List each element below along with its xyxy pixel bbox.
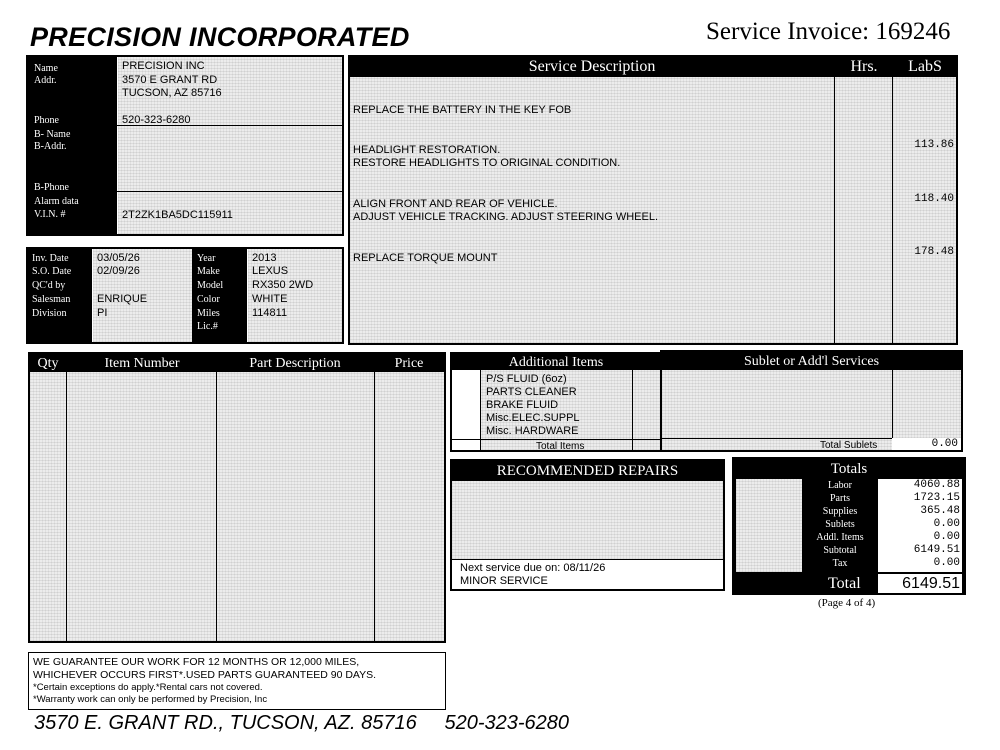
make-label: Make xyxy=(197,266,220,277)
lic-label: Lic.# xyxy=(197,321,218,332)
addr-label: Addr. xyxy=(34,75,57,86)
subtotal-value: 6149.51 xyxy=(913,544,960,556)
guarantee-line-2: WHICHEVER OCCURS FIRST*.USED PARTS GUARANTEED 90 DAYS. xyxy=(33,669,377,681)
service-amount-2: 113.86 xyxy=(914,139,954,151)
service-block xyxy=(348,55,958,345)
year-value: 2013 xyxy=(252,252,277,264)
recommended-repairs-block xyxy=(450,459,725,591)
part-description-header: Part Description xyxy=(249,356,341,371)
additional-item-3: BRAKE FLUID xyxy=(486,399,559,411)
color-label: Color xyxy=(197,294,220,305)
model-value: RX350 2WD xyxy=(252,279,314,291)
service-line-6: REPLACE TORQUE MOUNT xyxy=(353,252,498,264)
so-date: 02/09/26 xyxy=(97,265,140,277)
recommended-repairs-header: RECOMMENDED REPAIRS xyxy=(496,463,679,479)
invoice-number xyxy=(706,18,950,46)
totals-header: Totals xyxy=(830,461,868,477)
make-value: LEXUS xyxy=(252,265,289,277)
alarm-label: Alarm data xyxy=(34,196,79,207)
additional-item-1: P/S FLUID (6oz) xyxy=(486,373,567,385)
customer-phone: 520-323-6280 xyxy=(122,114,191,126)
miles-label: Miles xyxy=(197,308,220,319)
tax-value: 0.00 xyxy=(933,557,960,569)
inv-date-label: Inv. Date xyxy=(32,253,69,264)
sublet-block xyxy=(660,350,963,452)
total-sublets-label: Total Sublets xyxy=(820,440,878,451)
invoice-number-value: 169246 xyxy=(875,18,951,45)
grand-total-value: 6149.51 xyxy=(902,575,960,592)
price-header: Price xyxy=(394,356,424,371)
sublets-total: 0.00 xyxy=(933,518,960,530)
vin-value: 2T2ZK1BA5DC115911 xyxy=(122,209,233,221)
phone-label: Phone xyxy=(34,115,59,126)
totals-block xyxy=(732,457,966,595)
addl-items-label: Addl. Items xyxy=(816,532,864,543)
service-line-2: HEADLIGHT RESTORATION. xyxy=(353,144,501,156)
service-line-4: ALIGN FRONT AND REAR OF VEHICLE. xyxy=(353,198,558,210)
salesman: ENRIQUE xyxy=(97,293,148,305)
b-phone-label: B-Phone xyxy=(34,182,69,193)
qty-header: Qty xyxy=(37,356,59,371)
invoice-label: Service Invoice: xyxy=(706,18,870,45)
b-addr-label: B-Addr. xyxy=(34,141,67,152)
grand-total-label: Total xyxy=(828,575,861,592)
parts-total: 1723.15 xyxy=(913,492,960,504)
item-number-header: Item Number xyxy=(104,356,180,371)
tax-label: Tax xyxy=(832,558,848,569)
guarantee-box xyxy=(28,652,446,710)
total-sublets-value: 0.00 xyxy=(931,438,958,450)
service-amount-4: 118.40 xyxy=(914,193,954,205)
sublets-label: Sublets xyxy=(825,519,855,530)
guarantee-line-4: *Warranty work can only be performed by Precision, Inc xyxy=(33,694,268,705)
qcd-by-label: QC'd by xyxy=(32,280,66,291)
parts-table xyxy=(28,352,446,643)
customer-block xyxy=(26,55,344,236)
customer-name: PRECISION INC xyxy=(122,60,205,72)
company-title: PRECISION INCORPORATED xyxy=(30,22,410,52)
miles-value: 114811 xyxy=(252,307,288,319)
hrs-header: Hrs. xyxy=(850,58,878,75)
inv-date: 03/05/26 xyxy=(97,252,140,264)
service-amount-6: 178.48 xyxy=(914,246,954,258)
additional-items-header: Additional Items xyxy=(508,355,604,370)
additional-item-4: Misc.ELEC.SUPPL xyxy=(486,412,580,424)
service-line-3: RESTORE HEADLIGHTS TO ORIGINAL CONDITION. xyxy=(353,157,621,169)
model-label: Model xyxy=(197,280,224,291)
service-type: MINOR SERVICE xyxy=(460,575,548,587)
division: PI xyxy=(97,307,108,319)
addl-items-total: 0.00 xyxy=(933,531,960,543)
labor-label: Labor xyxy=(828,480,852,491)
additional-items-block xyxy=(450,352,662,452)
guarantee-line-3: *Certain exceptions do apply.*Rental cars not covered. xyxy=(33,682,263,693)
additional-item-2: PARTS CLEANER xyxy=(486,386,577,398)
color-value: WHITE xyxy=(252,293,288,305)
labor-total: 4060.88 xyxy=(913,479,960,491)
parts-label: Parts xyxy=(830,493,850,504)
supplies-total: 365.48 xyxy=(920,505,960,517)
labs-header: LabS xyxy=(908,58,942,75)
subtotal-label: Subtotal xyxy=(823,545,857,556)
page-number: (Page 4 of 4) xyxy=(818,597,876,609)
year-label: Year xyxy=(197,253,216,264)
total-items-label: Total Items xyxy=(536,441,585,452)
next-service-due: Next service due on: 08/11/26 xyxy=(460,562,606,574)
order-block xyxy=(26,247,344,344)
b-name-label: B- Name xyxy=(34,129,71,140)
footer-address: 3570 E. GRANT RD., TUCSON, AZ. 85716 520-323-6280 xyxy=(34,712,570,734)
customer-addr2: TUCSON, AZ 85716 xyxy=(122,87,222,99)
vin-label: V.I.N. # xyxy=(34,209,66,220)
additional-item-5: Misc. HARDWARE xyxy=(486,425,579,437)
salesman-label: Salesman xyxy=(32,294,71,305)
division-label: Division xyxy=(32,308,67,319)
so-date-label: S.O. Date xyxy=(32,266,72,277)
guarantee-line-1: WE GUARANTEE OUR WORK FOR 12 MONTHS OR 12,000 MILES, xyxy=(33,656,360,668)
supplies-label: Supplies xyxy=(822,506,858,517)
service-line-1: REPLACE THE BATTERY IN THE KEY FOB xyxy=(353,104,572,116)
sublet-header: Sublet or Add'l Services xyxy=(743,354,880,369)
name-label: Name xyxy=(34,63,58,74)
service-description-header: Service Description xyxy=(528,58,656,75)
service-line-5: ADJUST VEHICLE TRACKING. ADJUST STEERING WHEEL. xyxy=(353,211,659,223)
customer-addr1: 3570 E GRANT RD xyxy=(122,74,218,86)
